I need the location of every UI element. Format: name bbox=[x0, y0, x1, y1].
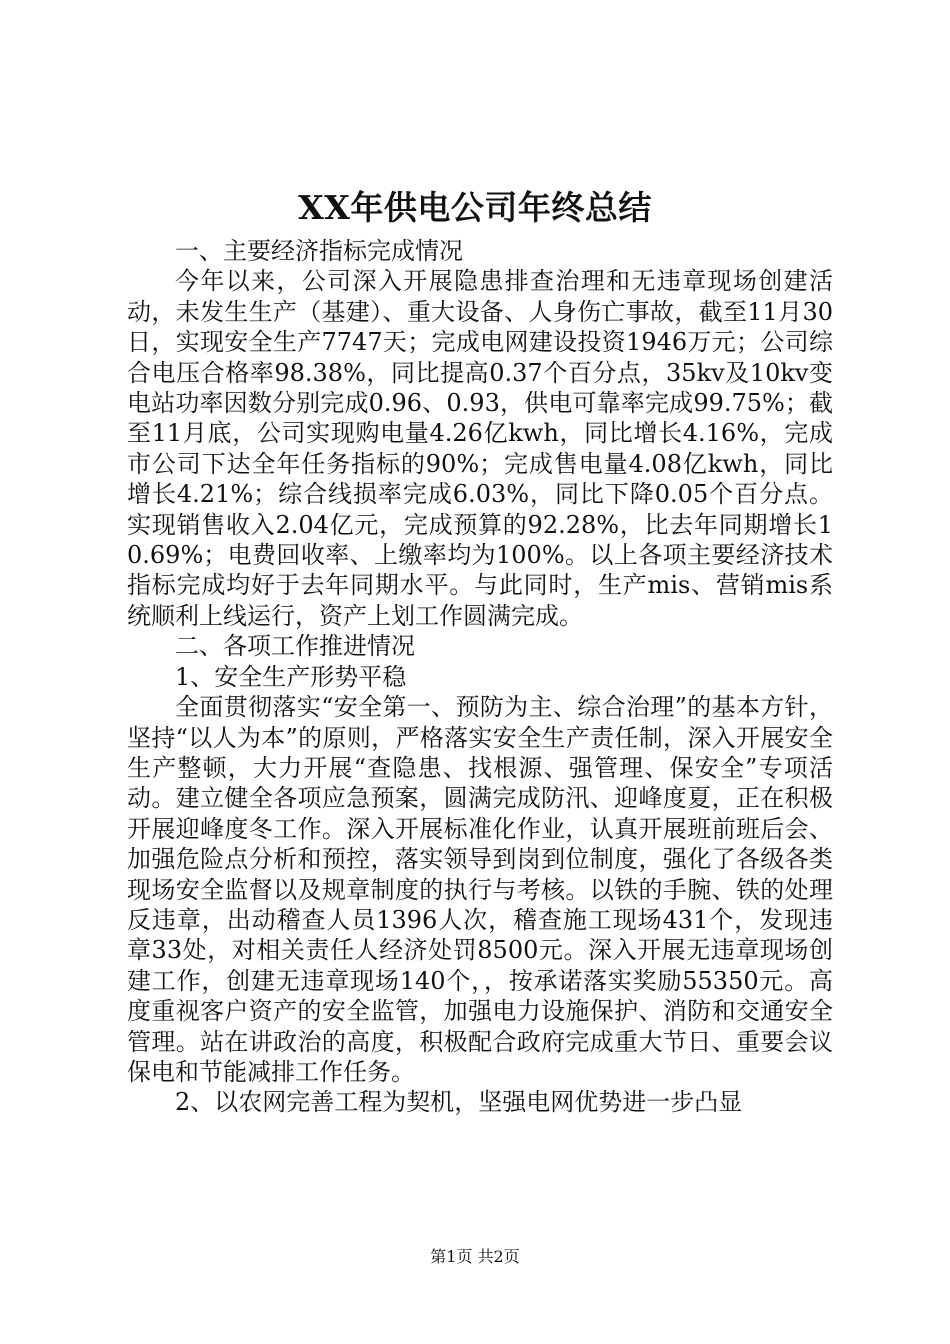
paragraph-safety-production: 全面贯彻落实“安全第一、预防为主、综合治理”的基本方针，坚持“以人为本”的原则，严格落实安全生产责任制，深入开展安全生产整顿，大力开展“查隐患、找根源、强管理、保安全”专项活动。建立健全各项应急预案，圆满完成防汛、迎峰度夏，正在积极开展迎峰度冬工作。深入开展标准化作业，认真开展班前班后会、加强危险点分析和预控，落实领导到岗到位制度，强化了各级各类现场安全监督以及规章制度的执行与考核。以铁的手腕、铁的处理反违章，出动稽查人员1396人次，稽查施工现场431个，发现违章33处，对相关责任人经济处罚8500元。深入开展无违章现场创建工作，创建无违章现场140个，，按承诺落实奖励55350元。高度重视客户资产的安全监管，加强电力设施保护、消防和交通安全管理。站在讲政治的高度，积极配合政府完成重大节日、重要会议保电和节能减排工作任务。 bbox=[127, 693, 833, 1086]
document-body bbox=[127, 236, 833, 1118]
subsection-heading-grid: 2、以农网完善工程为契机，坚强电网优势进一步凸显 bbox=[175, 1088, 743, 1117]
section-heading-1: 一、主要经济指标完成情况 bbox=[175, 237, 463, 265]
document-title: XX年供电公司年终总结 bbox=[298, 188, 652, 227]
subsection-heading-safety: 1、安全生产形势平稳 bbox=[175, 662, 407, 691]
paragraph-economic-indicators: 今年以来，公司深入开展隐患排查治理和无违章现场创建活动，未发生生产（基建）、重大设备、人身伤亡事故，截至11月30日，实现安全生产7747天；完成电网建设投资1946万元；公司综合电压合格率98.38%，同比提高0.37个百分点，35kv及10kv变电站功率因数分别完成0.96、0.93，供电可靠率完成99.75%；截至11月底，公司实现购电量4.26亿kwh，同比增长4.16%，完成市公司下达全年任务指标的90%；完成售电量4.08亿kwh，同比增长4.21%；综合线损率完成6.03%，同比下降0.05个百分点。实现销售收入2.04亿元，完成预算的92.28%，比去年同期增长10.69%；电费回收率、上缴率均为100%。以上各项主要经济技术指标完成均好于去年同期水平。与此同时，生产mis、营销mis系统顺利上线运行，资产上划工作圆满完成。 bbox=[127, 267, 833, 630]
page-footer: 第1页 共2页 bbox=[430, 1247, 520, 1266]
section-heading-2: 二、各项工作推进情况 bbox=[175, 632, 415, 661]
